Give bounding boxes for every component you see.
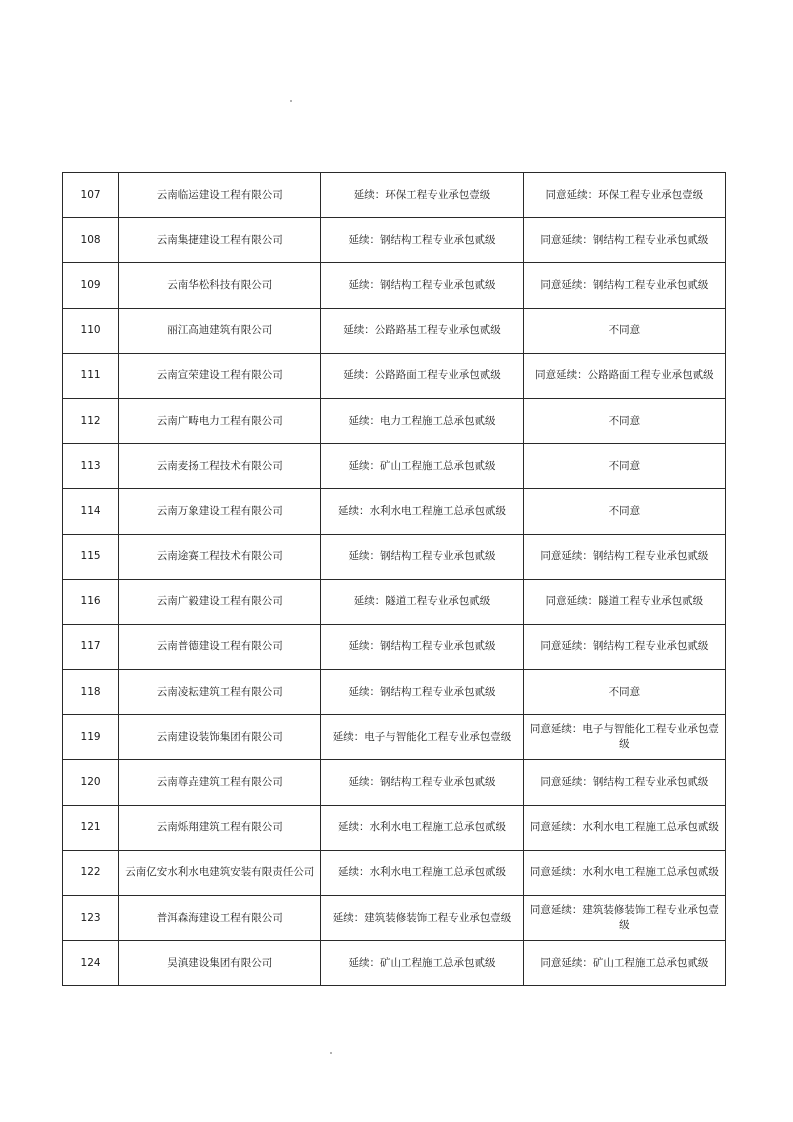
cell-company: 昊滇建设集团有限公司 <box>119 941 321 986</box>
cell-result: 同意延续：水利水电工程施工总承包贰级 <box>523 850 725 895</box>
cell-application: 延续：矿山工程施工总承包贰级 <box>321 941 523 986</box>
cell-result: 同意延续：钢结构工程专业承包贰级 <box>523 534 725 579</box>
cell-result: 同意延续：环保工程专业承包壹级 <box>523 173 725 218</box>
cell-company: 云南尊垚建筑工程有限公司 <box>119 760 321 805</box>
cell-application: 延续：钢结构工程专业承包贰级 <box>321 263 523 308</box>
cell-result: 同意延续：水利水电工程施工总承包贰级 <box>523 805 725 850</box>
cell-application: 延续：建筑装修装饰工程专业承包壹级 <box>321 896 523 941</box>
table-row <box>63 579 726 624</box>
cell-application: 延续：隧道工程专业承包贰级 <box>321 579 523 624</box>
table-row <box>63 896 726 941</box>
cell-number: 114 <box>63 489 119 534</box>
cell-company: 云南普德建设工程有限公司 <box>119 624 321 669</box>
cell-application: 延续：水利水电工程施工总承包贰级 <box>321 805 523 850</box>
cell-result: 同意延续：电子与智能化工程专业承包壹级 <box>523 715 725 760</box>
cell-result: 同意延续：矿山工程施工总承包贰级 <box>523 941 725 986</box>
cell-number: 108 <box>63 218 119 263</box>
cell-result: 同意延续：钢结构工程专业承包贰级 <box>523 760 725 805</box>
cell-company: 云南临运建设工程有限公司 <box>119 173 321 218</box>
cell-company: 云南集捷建设工程有限公司 <box>119 218 321 263</box>
table-row <box>63 534 726 579</box>
cell-company: 普洱森海建设工程有限公司 <box>119 896 321 941</box>
cell-result: 同意延续：隧道工程专业承包贰级 <box>523 579 725 624</box>
cell-company: 云南广毅建设工程有限公司 <box>119 579 321 624</box>
cell-application: 延续：公路路基工程专业承包贰级 <box>321 308 523 353</box>
cell-number: 122 <box>63 850 119 895</box>
cell-result: 不同意 <box>523 398 725 443</box>
cell-company: 云南途赛工程技术有限公司 <box>119 534 321 579</box>
table-row <box>63 624 726 669</box>
cell-number: 111 <box>63 353 119 398</box>
table-row <box>63 444 726 489</box>
table-row <box>63 308 726 353</box>
table-body <box>63 173 726 986</box>
table-row <box>63 173 726 218</box>
cell-application: 延续：钢结构工程专业承包贰级 <box>321 218 523 263</box>
cell-application: 延续：钢结构工程专业承包贰级 <box>321 760 523 805</box>
table-row <box>63 398 726 443</box>
table-row <box>63 850 726 895</box>
cell-number: 118 <box>63 670 119 715</box>
cell-application: 延续：电力工程施工总承包贰级 <box>321 398 523 443</box>
cell-number: 121 <box>63 805 119 850</box>
cell-number: 124 <box>63 941 119 986</box>
cell-company: 云南烁翔建筑工程有限公司 <box>119 805 321 850</box>
cell-company: 云南凌耘建筑工程有限公司 <box>119 670 321 715</box>
cell-result: 不同意 <box>523 308 725 353</box>
cell-application: 延续：钢结构工程专业承包贰级 <box>321 624 523 669</box>
cell-result: 不同意 <box>523 670 725 715</box>
cell-application: 延续：钢结构工程专业承包贰级 <box>321 534 523 579</box>
table-row <box>63 263 726 308</box>
cell-number: 112 <box>63 398 119 443</box>
cell-result: 同意延续：钢结构工程专业承包贰级 <box>523 624 725 669</box>
cell-result: 同意延续：钢结构工程专业承包贰级 <box>523 263 725 308</box>
cell-result: 同意延续：钢结构工程专业承包贰级 <box>523 218 725 263</box>
cell-number: 119 <box>63 715 119 760</box>
cell-company: 云南亿安水利水电建筑安装有限责任公司 <box>119 850 321 895</box>
cell-number: 123 <box>63 896 119 941</box>
cell-number: 109 <box>63 263 119 308</box>
cell-number: 110 <box>63 308 119 353</box>
cell-application: 延续：钢结构工程专业承包贰级 <box>321 670 523 715</box>
cell-company: 云南麦扬工程技术有限公司 <box>119 444 321 489</box>
cell-result: 不同意 <box>523 444 725 489</box>
cell-number: 117 <box>63 624 119 669</box>
cell-application: 延续：电子与智能化工程专业承包壹级 <box>321 715 523 760</box>
cell-application: 延续：公路路面工程专业承包贰级 <box>321 353 523 398</box>
qualification-table <box>62 172 726 986</box>
table-row <box>63 218 726 263</box>
table-row <box>63 489 726 534</box>
cell-application: 延续：环保工程专业承包壹级 <box>321 173 523 218</box>
cell-company: 云南宣荣建设工程有限公司 <box>119 353 321 398</box>
cell-number: 116 <box>63 579 119 624</box>
cell-result: 不同意 <box>523 489 725 534</box>
cell-company: 云南建设装饰集团有限公司 <box>119 715 321 760</box>
cell-result: 同意延续：公路路面工程专业承包贰级 <box>523 353 725 398</box>
scan-speck <box>330 1052 332 1054</box>
table-row <box>63 670 726 715</box>
cell-application: 延续：水利水电工程施工总承包贰级 <box>321 489 523 534</box>
cell-application: 延续：矿山工程施工总承包贰级 <box>321 444 523 489</box>
cell-company: 云南华松科技有限公司 <box>119 263 321 308</box>
scan-speck <box>290 100 292 102</box>
cell-application: 延续：水利水电工程施工总承包贰级 <box>321 850 523 895</box>
table-row <box>63 715 726 760</box>
cell-number: 107 <box>63 173 119 218</box>
table-row <box>63 760 726 805</box>
cell-number: 120 <box>63 760 119 805</box>
cell-number: 113 <box>63 444 119 489</box>
table-row <box>63 805 726 850</box>
cell-company: 丽江高迪建筑有限公司 <box>119 308 321 353</box>
cell-result: 同意延续：建筑装修装饰工程专业承包壹级 <box>523 896 725 941</box>
table-row <box>63 353 726 398</box>
cell-number: 115 <box>63 534 119 579</box>
cell-company: 云南广畴电力工程有限公司 <box>119 398 321 443</box>
table-row <box>63 941 726 986</box>
cell-company: 云南万象建设工程有限公司 <box>119 489 321 534</box>
